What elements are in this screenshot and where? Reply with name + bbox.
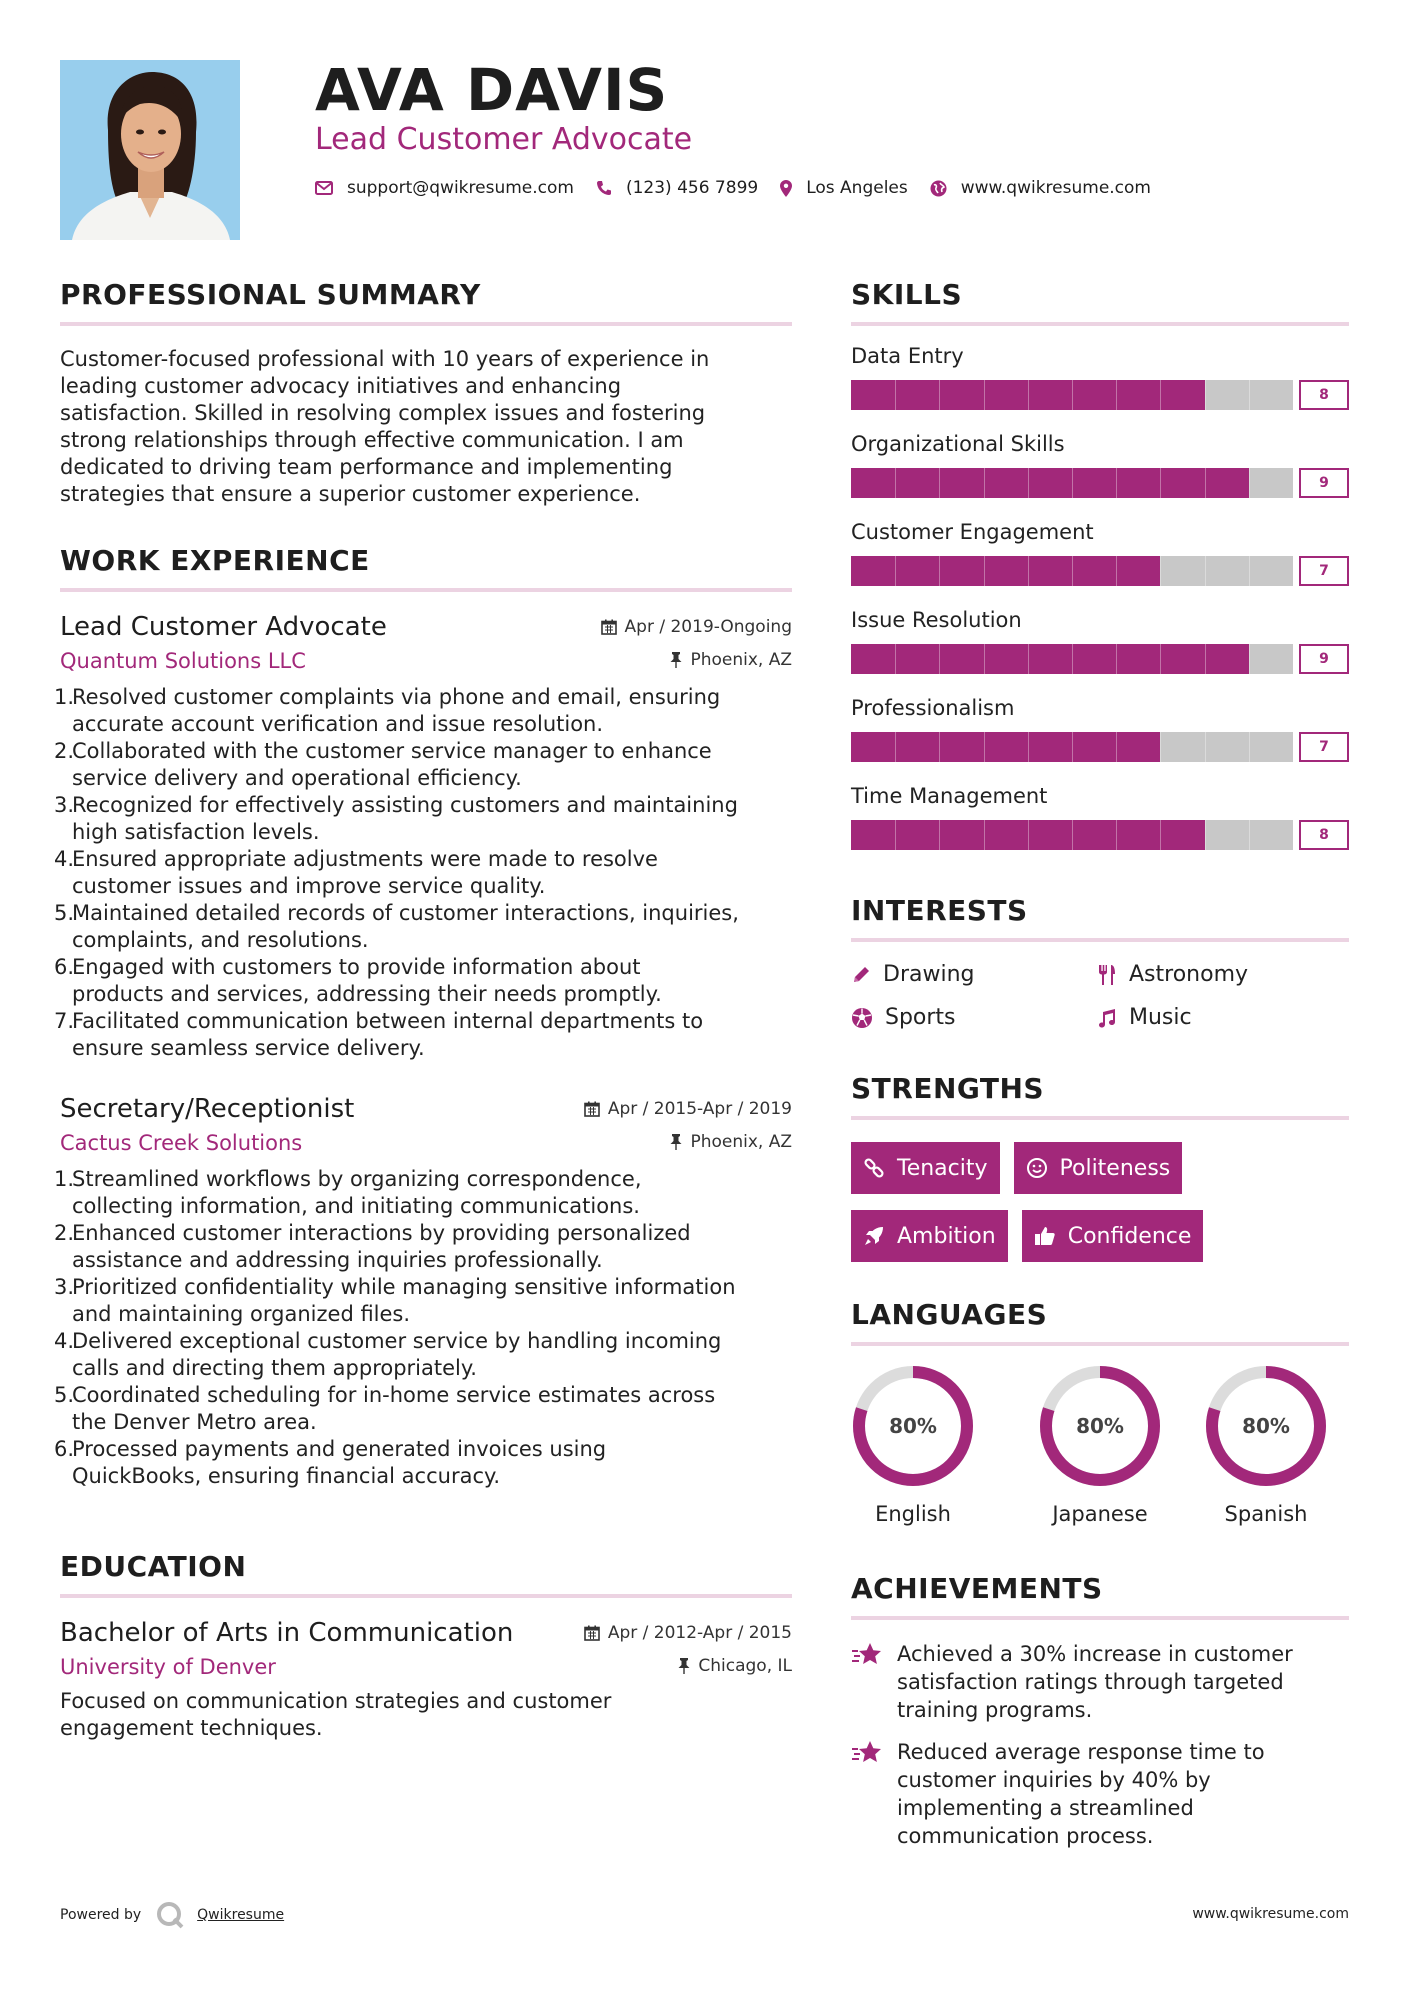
footer-powered-by bbox=[60, 1900, 284, 1930]
skill-segment-divider bbox=[1116, 644, 1117, 674]
contact-location bbox=[780, 178, 908, 198]
skill-bar bbox=[851, 820, 1349, 850]
job-title: Secretary/Receptionist bbox=[60, 1094, 355, 1124]
languages-heading: LANGUAGES bbox=[851, 1298, 1048, 1331]
skill-segment-divider bbox=[895, 468, 896, 498]
summary-section bbox=[60, 276, 792, 508]
interest-item: Drawing bbox=[851, 962, 1097, 987]
skill-score: 7 bbox=[1299, 556, 1349, 586]
skill-segment-divider bbox=[1205, 468, 1206, 498]
skill-item bbox=[851, 342, 1349, 410]
skill-segment-divider bbox=[1249, 380, 1250, 410]
interest-item: Sports bbox=[851, 1005, 1097, 1030]
job-date-text: Apr / 2019-Ongoing bbox=[624, 617, 792, 637]
skill-score: 8 bbox=[1299, 380, 1349, 410]
section-divider bbox=[851, 322, 1349, 326]
skill-segment-divider bbox=[939, 820, 940, 850]
skill-segment-divider bbox=[939, 380, 940, 410]
language-name: Spanish bbox=[1224, 1502, 1308, 1526]
language-item bbox=[851, 1364, 1017, 1526]
skill-segment-divider bbox=[1072, 556, 1073, 586]
interest-item: Astronomy bbox=[1097, 962, 1343, 987]
job-title: Lead Customer Advocate bbox=[60, 612, 387, 642]
language-name: Japanese bbox=[1052, 1502, 1148, 1526]
job-location bbox=[670, 1132, 792, 1152]
strength-badge: Ambition bbox=[851, 1210, 1008, 1262]
left-column bbox=[54, 276, 792, 1742]
job-bullet: 4. Ensured appropriate adjustments were made to resolve customer issues and improve service quality. bbox=[54, 847, 658, 898]
section-divider bbox=[60, 588, 792, 592]
skill-score: 9 bbox=[1299, 468, 1349, 498]
skill-segment-divider bbox=[1205, 732, 1206, 762]
summary-line: strategies that ensure a superior customer experience. bbox=[60, 482, 641, 506]
utensils-icon bbox=[1097, 964, 1117, 986]
skill-item bbox=[851, 518, 1349, 586]
skill-segment-divider bbox=[1028, 644, 1029, 674]
skill-segment-divider bbox=[939, 468, 940, 498]
summary-line: Customer-focused professional with 10 years of experience in bbox=[60, 347, 710, 371]
skill-name: Customer Engagement bbox=[851, 520, 1094, 544]
interest-item: Music bbox=[1097, 1005, 1343, 1030]
contact-phone-text: (123) 456 7899 bbox=[625, 178, 759, 198]
skill-track bbox=[851, 644, 1293, 674]
skill-segment-divider bbox=[895, 556, 896, 586]
job-bullet: 3. Recognized for effectively assisting customers and maintaining high satisfaction levels. bbox=[54, 793, 738, 844]
job-bullet: 1. Resolved customer complaints via phone and email, ensuring accurate account verification and issue resolution. bbox=[54, 685, 721, 736]
contact-email[interactable] bbox=[315, 178, 574, 198]
interests-section bbox=[851, 892, 1349, 1030]
job-location-text: Phoenix, AZ bbox=[690, 650, 792, 670]
skill-segment-divider bbox=[984, 468, 985, 498]
job-company: Quantum Solutions LLC bbox=[60, 649, 306, 673]
skill-segment-divider bbox=[1160, 732, 1161, 762]
skill-segment-divider bbox=[939, 644, 940, 674]
section-divider bbox=[851, 1342, 1349, 1346]
summary-line: strong relationships through effective communication. I am bbox=[60, 428, 684, 452]
strength-badge: Politeness bbox=[1014, 1142, 1183, 1194]
strengths-section bbox=[851, 1070, 1349, 1262]
job-location bbox=[670, 650, 792, 670]
summary-line: dedicated to driving team performance and implementing bbox=[60, 455, 673, 479]
education-date-text: Apr / 2012-Apr / 2015 bbox=[607, 1623, 792, 1643]
skill-score: 7 bbox=[1299, 732, 1349, 762]
skill-bar bbox=[851, 644, 1349, 674]
skill-segment-divider bbox=[1205, 380, 1206, 410]
strength-badge: Confidence bbox=[1022, 1210, 1204, 1262]
skill-bar bbox=[851, 732, 1349, 762]
job-bullet: 2. Collaborated with the customer service manager to enhance service delivery and operational efficiency. bbox=[54, 739, 712, 790]
skill-segment-divider bbox=[1205, 556, 1206, 586]
skill-segment-divider bbox=[1116, 556, 1117, 586]
job-bullet: 7. Facilitated communication between internal departments to ensure seamless service delivery. bbox=[54, 1009, 704, 1060]
map-pin-icon bbox=[780, 180, 792, 197]
skill-segment-divider bbox=[1116, 468, 1117, 498]
language-name: English bbox=[875, 1502, 951, 1526]
language-ring bbox=[1038, 1364, 1162, 1488]
skill-name: Issue Resolution bbox=[851, 608, 1022, 632]
soccer-ball-icon bbox=[851, 1007, 873, 1029]
language-percent: 80% bbox=[1242, 1414, 1290, 1438]
job-bullet: 6. Engaged with customers to provide information about products and services, addressing their needs promptly. bbox=[54, 955, 662, 1006]
contact-website[interactable] bbox=[930, 178, 1151, 198]
education-heading: EDUCATION bbox=[60, 1550, 247, 1583]
job-location-text: Phoenix, AZ bbox=[690, 1132, 792, 1152]
job-date bbox=[584, 1099, 792, 1119]
skill-segment-divider bbox=[1205, 644, 1206, 674]
skill-item bbox=[851, 694, 1349, 762]
education-location bbox=[678, 1656, 792, 1676]
right-column bbox=[851, 276, 1349, 1850]
language-ring bbox=[1204, 1364, 1328, 1488]
candidate-title: Lead Customer Advocate bbox=[315, 122, 693, 157]
interests-heading: INTERESTS bbox=[851, 894, 1028, 927]
interests-list bbox=[851, 962, 1349, 1030]
strengths-list bbox=[851, 1142, 1349, 1262]
achievements-heading: ACHIEVEMENTS bbox=[851, 1572, 1103, 1605]
contact-location-text: Los Angeles bbox=[806, 178, 908, 198]
language-ring bbox=[851, 1364, 975, 1488]
skill-item bbox=[851, 430, 1349, 498]
skill-segment-divider bbox=[1028, 732, 1029, 762]
skill-score: 8 bbox=[1299, 820, 1349, 850]
star-icon bbox=[851, 1642, 883, 1668]
summary-heading: PROFESSIONAL SUMMARY bbox=[60, 278, 481, 311]
skill-name: Professionalism bbox=[851, 696, 1015, 720]
skill-segment-divider bbox=[1072, 380, 1073, 410]
skill-segment-divider bbox=[895, 732, 896, 762]
skill-segment-divider bbox=[1160, 644, 1161, 674]
skill-bar bbox=[851, 468, 1349, 498]
language-item bbox=[1183, 1364, 1349, 1526]
envelope-icon bbox=[315, 181, 333, 195]
education-section bbox=[60, 1548, 792, 1742]
job-bullets bbox=[54, 1166, 792, 1490]
skill-fill bbox=[851, 468, 1249, 498]
calendar-icon bbox=[601, 619, 617, 635]
skill-segment-divider bbox=[1116, 820, 1117, 850]
thumbs-up-icon bbox=[1034, 1225, 1056, 1247]
education-description: Focused on communication strategies and customer engagement techniques. bbox=[60, 1689, 612, 1740]
skill-segment-divider bbox=[984, 644, 985, 674]
skill-segment-divider bbox=[1249, 732, 1250, 762]
skill-track bbox=[851, 556, 1293, 586]
skill-track bbox=[851, 732, 1293, 762]
summary-line: leading customer advocacy initiatives and enhancing bbox=[60, 374, 622, 398]
skill-segment-divider bbox=[1249, 644, 1250, 674]
section-divider bbox=[851, 1116, 1349, 1120]
calendar-icon bbox=[584, 1101, 600, 1117]
skill-item bbox=[851, 782, 1349, 850]
rocket-icon bbox=[863, 1225, 885, 1247]
skill-segment-divider bbox=[1028, 820, 1029, 850]
skills-section bbox=[851, 276, 1349, 850]
job-bullet: 5. Coordinated scheduling for in-home service estimates across the Denver Metro area. bbox=[54, 1383, 716, 1434]
section-divider bbox=[851, 938, 1349, 942]
skill-name: Data Entry bbox=[851, 344, 964, 368]
skill-segment-divider bbox=[984, 732, 985, 762]
skill-segment-divider bbox=[1028, 468, 1029, 498]
skill-segment-divider bbox=[984, 556, 985, 586]
job-bullets bbox=[54, 684, 792, 1062]
skills-heading: SKILLS bbox=[851, 278, 963, 311]
section-divider bbox=[60, 322, 792, 326]
powered-by-label: Powered by bbox=[60, 1907, 142, 1923]
job-date-text: Apr / 2015-Apr / 2019 bbox=[607, 1099, 792, 1119]
job-bullet: 4. Delivered exceptional customer service by handling incoming calls and directing them appropriately. bbox=[54, 1329, 722, 1380]
skill-segment-divider bbox=[984, 380, 985, 410]
skill-segment-divider bbox=[1028, 556, 1029, 586]
skill-segment-divider bbox=[1116, 380, 1117, 410]
language-percent: 80% bbox=[889, 1414, 937, 1438]
skill-name: Time Management bbox=[851, 784, 1048, 808]
skill-segment-divider bbox=[1116, 732, 1117, 762]
skill-segment-divider bbox=[895, 820, 896, 850]
section-divider bbox=[60, 1594, 792, 1598]
job-company: Cactus Creek Solutions bbox=[60, 1131, 303, 1155]
education-location-text: Chicago, IL bbox=[698, 1656, 792, 1676]
job-bullet: 2. Enhanced customer interactions by providing personalized assistance and addressing inquiries professionally. bbox=[54, 1221, 691, 1272]
music-note-icon bbox=[1097, 1008, 1117, 1028]
pencil-icon bbox=[851, 965, 871, 985]
contact-email-text: support@qwikresume.com bbox=[347, 178, 574, 198]
skill-segment-divider bbox=[1160, 468, 1161, 498]
skills-list bbox=[851, 342, 1349, 850]
skill-segment-divider bbox=[1072, 820, 1073, 850]
skill-segment-divider bbox=[1028, 380, 1029, 410]
job-bullet: 6. Processed payments and generated invoices using QuickBooks, ensuring financial accuracy. bbox=[54, 1437, 607, 1488]
job-bullet: 1. Streamlined workflows by organizing correspondence, collecting information, and initiating communications. bbox=[54, 1167, 642, 1218]
skill-name: Organizational Skills bbox=[851, 432, 1065, 456]
job-entry bbox=[54, 610, 792, 1062]
qwikresume-logo-icon bbox=[155, 1900, 185, 1930]
skill-segment-divider bbox=[1160, 820, 1161, 850]
job-date bbox=[601, 617, 792, 637]
strength-badge: Tenacity bbox=[851, 1142, 1000, 1194]
globe-icon bbox=[930, 180, 947, 197]
languages-list bbox=[851, 1364, 1349, 1526]
smile-icon bbox=[1026, 1157, 1048, 1179]
education-entry bbox=[60, 1616, 792, 1742]
qwikresume-link[interactable]: Qwikresume bbox=[197, 1907, 285, 1923]
skill-score: 9 bbox=[1299, 644, 1349, 674]
strengths-heading: STRENGTHS bbox=[851, 1072, 1045, 1105]
pushpin-icon bbox=[670, 1134, 682, 1150]
skill-segment-divider bbox=[984, 820, 985, 850]
skill-segment-divider bbox=[895, 380, 896, 410]
education-date bbox=[584, 1623, 792, 1643]
language-item bbox=[1017, 1364, 1183, 1526]
job-entry bbox=[54, 1092, 792, 1490]
language-percent: 80% bbox=[1076, 1414, 1124, 1438]
skill-fill bbox=[851, 644, 1249, 674]
contact-bar bbox=[315, 178, 1173, 198]
star-icon bbox=[851, 1740, 883, 1766]
skill-track bbox=[851, 820, 1293, 850]
school-name: University of Denver bbox=[60, 1655, 276, 1679]
skill-track bbox=[851, 380, 1293, 410]
profile-photo bbox=[60, 60, 240, 240]
candidate-name: AVA DAVIS bbox=[315, 56, 669, 124]
contact-website-text: www.qwikresume.com bbox=[960, 178, 1151, 198]
job-bullet: 5. Maintained detailed records of customer interactions, inquiries, complaints, and resolutions. bbox=[54, 901, 739, 952]
achievements-section bbox=[851, 1570, 1349, 1850]
skill-track bbox=[851, 468, 1293, 498]
skill-segment-divider bbox=[1160, 556, 1161, 586]
skill-segment-divider bbox=[1249, 468, 1250, 498]
experience-heading: WORK EXPERIENCE bbox=[60, 544, 370, 577]
skill-segment-divider bbox=[1072, 644, 1073, 674]
achievement-item: Reduced average response time to customer inquiries by 40% by implementing a streamlined communication process. bbox=[851, 1738, 1349, 1850]
skill-segment-divider bbox=[1160, 380, 1161, 410]
link-icon bbox=[863, 1157, 885, 1179]
summary-text bbox=[60, 346, 792, 508]
skill-bar bbox=[851, 380, 1349, 410]
skill-fill bbox=[851, 556, 1160, 586]
skill-segment-divider bbox=[939, 556, 940, 586]
skill-segment-divider bbox=[1249, 820, 1250, 850]
footer-website[interactable]: www.qwikresume.com bbox=[1192, 1906, 1349, 1922]
pushpin-icon bbox=[670, 652, 682, 668]
skill-item bbox=[851, 606, 1349, 674]
skill-segment-divider bbox=[895, 644, 896, 674]
experience-section bbox=[54, 542, 792, 1490]
skill-segment-divider bbox=[939, 732, 940, 762]
skill-segment-divider bbox=[1072, 468, 1073, 498]
languages-section bbox=[851, 1296, 1349, 1526]
pushpin-icon bbox=[678, 1658, 690, 1674]
achievement-item: Achieved a 30% increase in customer satisfaction ratings through targeted training programs. bbox=[851, 1640, 1349, 1724]
skill-fill bbox=[851, 732, 1160, 762]
calendar-icon bbox=[584, 1625, 600, 1641]
phone-icon bbox=[596, 180, 612, 196]
skill-segment-divider bbox=[1072, 732, 1073, 762]
job-bullet: 3. Prioritized confidentiality while managing sensitive information and maintaining organized files. bbox=[54, 1275, 736, 1326]
skill-segment-divider bbox=[1249, 556, 1250, 586]
section-divider bbox=[851, 1616, 1349, 1620]
contact-phone[interactable] bbox=[596, 178, 758, 198]
summary-line: satisfaction. Skilled in resolving complex issues and fostering bbox=[60, 401, 706, 425]
skill-segment-divider bbox=[1205, 820, 1206, 850]
degree-title: Bachelor of Arts in Communication bbox=[60, 1618, 514, 1648]
skill-bar bbox=[851, 556, 1349, 586]
